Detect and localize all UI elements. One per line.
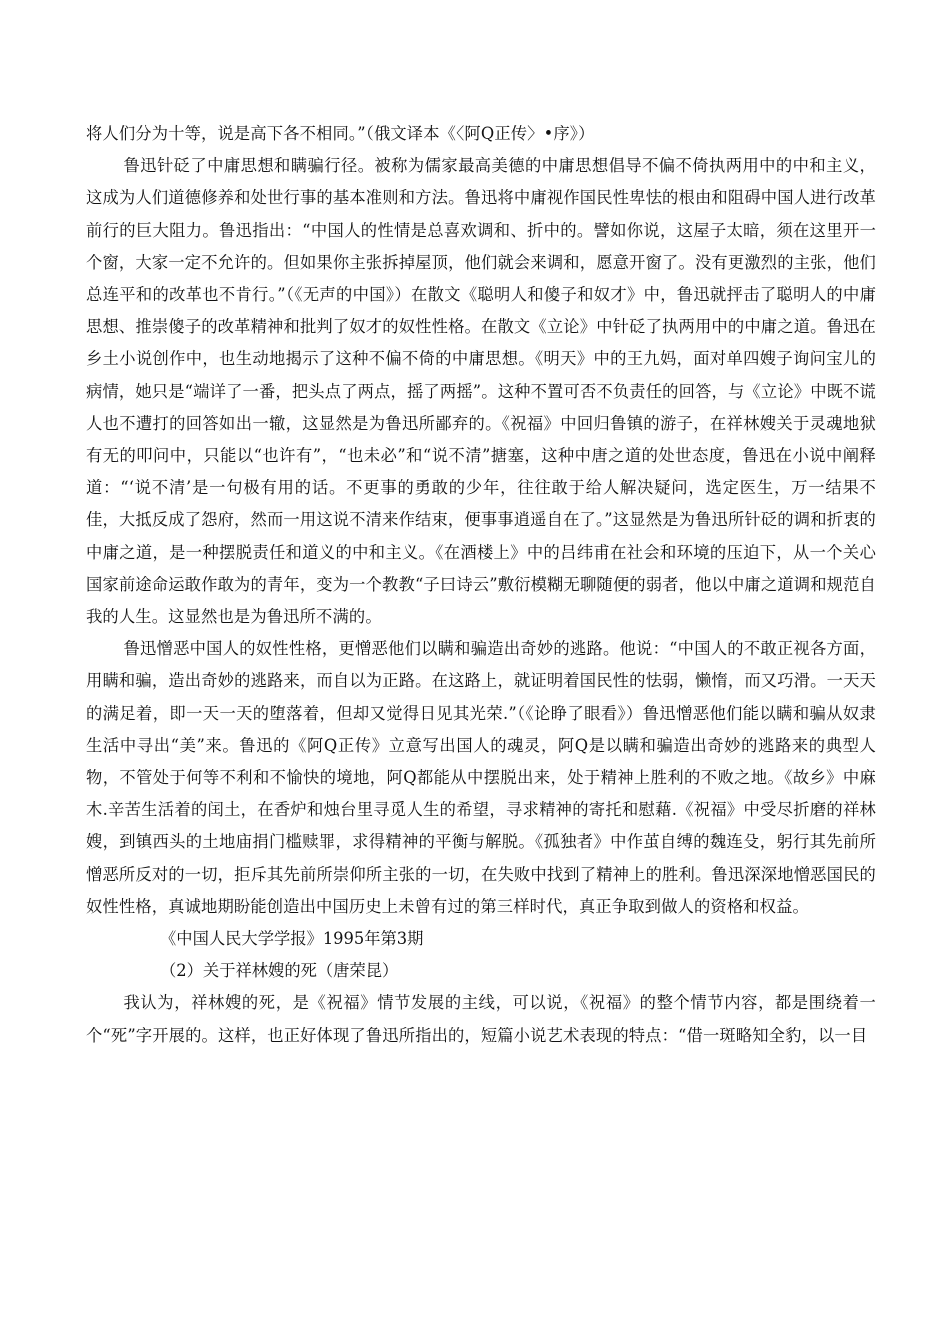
paragraph-xianglinsao-death: 我认为，祥林嫂的死，是《祝福》情节发展的主线，可以说，《祝福》的整个情节内容，都是围绕着一个“死”字开展的。这样，也正好体现了鲁迅所指出的，短篇小说艺术表现的特点：“借一斑略知全豹，以一目 bbox=[86, 993, 876, 1045]
section-heading: （2）关于祥林嫂的死（唐荣昆） bbox=[160, 961, 399, 981]
source-citation: 《中国人民大学学报》1995年第3期 bbox=[160, 929, 424, 949]
paragraph-zhongyong: 鲁迅针砭了中庸思想和瞒骗行径。被称为儒家最高美德的中庸思想倡导不偏不倚执两用中的中和主义，这成为人们道德修养和处世行事的基本准则和方法。鲁迅将中庸视作国民性卑怯的根由和阻碍中国人进行改革前行的巨大阻力。鲁迅指出：“中国人的性情是总喜欢调和、折中的。譬如你说，这屋子太暗，须在这里开一个窗，大家一定不允许的。但如果你主张拆掉屋顶，他们就会来调和，愿意开窗了。没有更激烈的主张，他们总连平和的改革也不肯行。”（《无声的中国》）在散文《聪明人和傻子和奴才》中，鲁迅就抨击了聪明人的中庸思想、推崇傻子的改革精神和批判了奴才的奴性性格。在散文《立论》中针砭了执两用中的中庸之道。鲁迅在乡土小说创作中，也生动地揭示了这种不偏不倚的中庸思想。《明天》中的王九妈，面对单四嫂子询问宝儿的病情，她只是“端详了一番，把头点了两点，摇了两摇”。这种不置可否不负责任的回答，与《立论》中既不谎人也不遭打的回答如出一辙，这显然是为鲁迅所鄙弃的。《祝福》中回归鲁镇的游子，在祥林嫂关于灵魂地狱有无的叩问中，只能以“也许有”，“也未必”和“说不清”搪塞，这种中唐之道的处世态度，鲁迅在小说中阐释道：“‘说不清’是一句极有用的话。不更事的勇敢的少年，往往敢于给人解决疑问，选定医生，万一结果不佳，大抵反成了怨府，然而一用这说不清来作结束，便事事逍遥自在了。”这显然是为鲁迅所针砭的调和折衷的中庸之道，是一种摆脱责任和道义的中和主义。《在酒楼上》中的吕纬甫在社会和环境的压迫下，从一个关心国家前途命运敢作敢为的青年，变为一个教教“子曰诗云”敷衍模糊无聊随便的弱者，他以中庸之道调和规范自我的人生。这显然也是为鲁迅所不满的。 bbox=[86, 156, 876, 627]
document-body bbox=[86, 118, 876, 1052]
paragraph-quote-ending: 将人们分为十等，说是高下各不相同。”（俄文译本《〈阿Q正传〉•序》） bbox=[86, 124, 595, 143]
paragraph-nuxing: 鲁迅憎恶中国人的奴性性格，更憎恶他们以瞒和骗造出奇妙的逃路。他说：“中国人的不敢正视各方面，用瞒和骗，造出奇妙的逃路来，而自以为正路。在这路上，就证明着国民性的怯弱，懒惰，而又巧滑。一天天的满足着，即一天一天的堕落着，但却又觉得日见其光荣.”（《论睁了眼看》）鲁迅憎恶他们能以瞒和骗从奴隶生活中寻出“美”来。鲁迅的《阿Q正传》立意写出国人的魂灵，阿Q是以瞒和骗造出奇妙的逃路来的典型人物，不管处于何等不利和不愉快的境地，阿Q都能从中摆脱出来，处于精神上胜利的不败之地。《故乡》中麻木.辛苦生活着的闰土，在香炉和烛台里寻觅人生的希望，寻求精神的寄托和慰藉.《祝福》中受尽折磨的祥林嫂，到镇西头的土地庙捐门槛赎罪，求得精神的平衡与解脱。《孤独者》中作茧自缚的魏连殳，躬行其先前所憎恶所反对的一切，拒斥其先前所崇仰所主张的一切，在失败中找到了精神上的胜利。鲁迅深深地憎恶国民的奴性性格，真诚地期盼能创造出中国历史上未曾有过的第三样时代，真正争取到做人的资格和权益。 bbox=[86, 639, 876, 916]
